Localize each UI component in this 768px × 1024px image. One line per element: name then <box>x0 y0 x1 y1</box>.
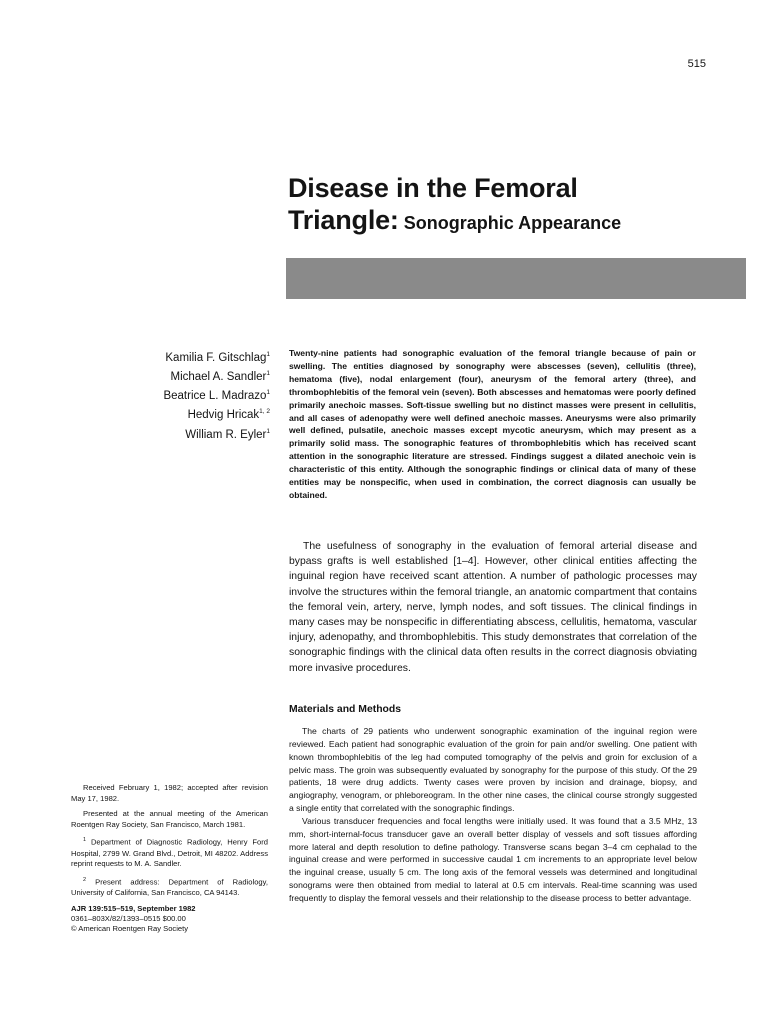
affiliation-note-2 <box>71 875 268 899</box>
citation-line: © American Roentgen Ray Society <box>71 924 189 934</box>
footnote-mark: 2 <box>83 876 87 883</box>
author-name: William R. Eyler <box>185 428 267 441</box>
introduction-paragraph: The usefulness of sonography in the evaluation of femoral arterial disease and bypass grafts is well established [1–4]. However, other clinical entities affecting the inguinal region have received scant attention. A number of pathologic processes may involve the structures within the femoral triangle, an anatomic compartment that contains the femoral vein, artery, nerve, lymph nodes, and soft tissues. The clinical findings in many cases may be nonspecific in differentiating abscess, cellulitis, hematoma, vascular injury, adenopathy, and thrombophlebitis. This study demonstrates that correlation of the sonographic findings with the clinical data often results in the correct diagnosis obviating more invasive procedures. <box>289 541 697 674</box>
title-line-1: Disease in the Femoral <box>288 173 578 203</box>
article-title <box>288 172 728 241</box>
footnote-mark: 1 <box>83 837 87 844</box>
title-subtitle: Sonographic Appearance <box>398 213 622 233</box>
author-affiliation-mark: 1 <box>266 389 270 397</box>
footnote-text: Department of Diagnostic Radiology, Henry Ford Hospital, 2799 W. Grand Blvd., Detroit, MI 48202. Address reprint requests to M. A. Sandler. <box>71 837 268 869</box>
author <box>110 424 270 443</box>
title-gray-bar <box>286 258 746 299</box>
author <box>110 385 270 404</box>
title-line-2-main: Triangle: <box>288 205 399 235</box>
journal-citation <box>71 904 268 934</box>
citation-line: AJR 139:515–519, September 1982 <box>71 904 196 914</box>
author-list <box>110 347 270 443</box>
abstract: Twenty-nine patients had sonographic evaluation of the femoral triangle because of pain or swelling. The entities diagnosed by sonography were abscesses (seven), cellulitis (three), hematoma (five), nodal enlargement (four), aneurysm of the femoral artery (three), and thrombophlebitis of the femoral vein (seven). Both abscesses and hematomas were poorly defined primarily anechoic masses. Soft-tissue swelling but no distinct masses were present in cellulitis, and all cases of adenopathy were well defined anechoic masses. Aneurysms were also primarily well defined, pulsatile, anechoic masses except mycotic aneurysm, which may present as a primarily solid mass. The sonographic features of thrombophlebitis which has received scant attention in the sonographic literature are stressed. Findings suggest a dilated anechoic vein is characteristic of this entity. Although the sonographic findings or clinical data of many of these entities may be nonspecific, when used in combination, the correct diagnosis can usually be obtained. <box>289 348 696 500</box>
author <box>110 366 270 385</box>
methods-body <box>289 725 697 905</box>
author-name: Beatrice L. Madrazo <box>163 390 267 403</box>
page-number: 515 <box>687 58 706 70</box>
author-name: Michael A. Sandler <box>170 370 267 383</box>
author-name: Hedvig Hricak <box>187 409 260 422</box>
title-line-2 <box>288 204 728 241</box>
methods-paragraph: Various transducer frequencies and focal lengths were initially used. It was found that a 3.5 MHz, 13 mm, short-internal-focus transducer gave an overall better display of vessels and soft tissues affording more lateral and depth resolution to define pathology. Transverse scans began 3–4 cm cephalad to the inguinal crease and were performed in successive caudal 1 cm increments to an appropriate level below the inguinal crease, usually 5 cm. The long axis of the femoral vessels was determined and longitudinal sonograms were then obtained from medial to lateral at 0.5 cm intervals. Real-time scanning was used frequently to display the femoral vessels and their relationship to the disease process to better advantage. <box>289 815 697 903</box>
section-heading-methods: Materials and Methods <box>289 704 402 715</box>
author <box>110 404 270 423</box>
affiliation-note-1 <box>71 835 268 869</box>
footnotes <box>71 783 268 934</box>
author-affiliation-mark: 1 <box>266 370 270 378</box>
citation-line: 0361–803X/82/1393–0515 $00.00 <box>71 914 186 924</box>
author-affiliation-mark: 1 <box>266 351 270 358</box>
received-note: Received February 1, 1982; accepted after revision May 17, 1982. <box>71 783 268 803</box>
presented-note: Presented at the annual meeting of the American Roentgen Ray Society, San Francisco, March 1981. <box>71 809 268 829</box>
author-affiliation-mark: 1 <box>266 427 270 435</box>
author-affiliation-mark: 1, 2 <box>259 408 270 416</box>
methods-paragraph: The charts of 29 patients who underwent sonographic examination of the inguinal region were reviewed. Each patient had sonographic evaluation of the groin for pain and/or swelling. One patient with known thrombophlebitis of the leg had computed tomography of the pelvis and groin for exclusion of a pelvic mass. The groin was subsequently evaluated by sonography for the purpose of this study. Of the 29 patients, 18 were drug addicts. Twenty cases were proven by incision and drainage, biopsy, and angiography, venogram, or phleboreogram. In the other nine cases, the clinical course strongly suggested a single entity that correlated with the sonographic findings. <box>289 726 697 814</box>
footnote-text: Present address: Department of Radiology, University of California, San Francisco, CA 94143. <box>71 877 268 897</box>
author-name: Kamilia F. Gitschlag <box>165 351 267 364</box>
author <box>110 347 270 366</box>
